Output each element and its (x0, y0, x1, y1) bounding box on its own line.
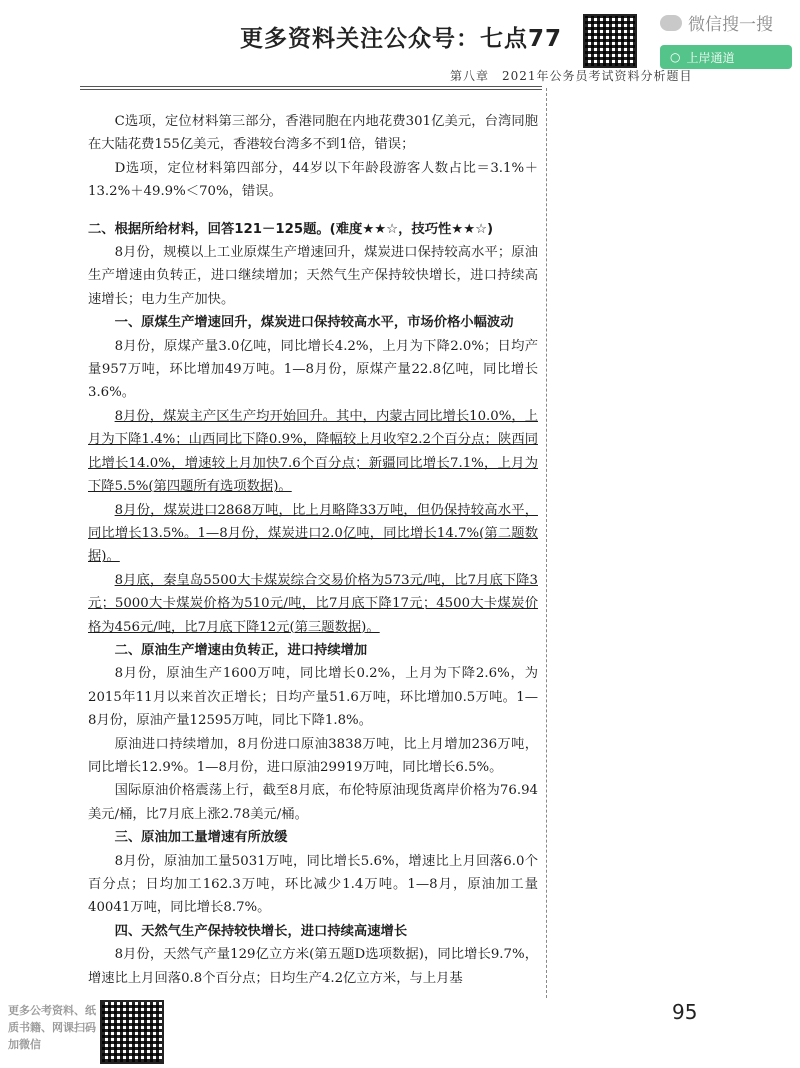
margin-dashed-line (546, 88, 547, 998)
paragraph: 8月份，天然气产量129亿立方米(第五题D选项数据)，同比增长9.7%，增速比上月回落0.8个百分点；日均生产4.2亿立方米，与上月基 (88, 947, 538, 986)
paragraph: 原油进口持续增加，8月份进口原油3838万吨，比上月增加236万吨，同比增长12.9%。1—8月份，进口原油29919万吨，同比增长6.5%。 (88, 736, 538, 775)
running-header: 第八章 2021年公务员考试资料分析题目 (450, 69, 693, 83)
subsection-heading: 一、原煤生产增速回升，煤炭进口保持较高水平，市场价格小幅波动 (114, 315, 514, 331)
subsection-heading: 二、原油生产增速由负转正，进口持续增加 (114, 642, 368, 658)
paragraph-underlined: 8月底，秦皇岛5500大卡煤炭综合交易价格为573元/吨，比7月底下降3元；5000大卡煤炭价格为510元/吨，比7月底下降17元；4500大卡煤炭价格为456元/吨，比7月底下降12元(第三题数据)。 (88, 572, 538, 635)
wechat-search-widget (660, 10, 792, 69)
subsection-heading: 三、原油加工量增速有所放缓 (114, 830, 288, 846)
promo-banner: 更多资料关注公众号：七点77 (240, 26, 563, 52)
section-heading: 二、根据所给材料，回答121－125题。(难度★★☆，技巧性★★☆) (88, 221, 494, 237)
paragraph-underlined: 8月份，煤炭进口2868万吨，比上月略降33万吨，但仍保持较高水平，同比增长13.5%。1—8月份，煤炭进口2.0亿吨，同比增长14.7%(第二题数据)。 (88, 502, 538, 565)
wechat-search-label: 微信搜一搜 (688, 15, 773, 35)
search-icon: ○ (670, 50, 681, 64)
bottom-promo-note: 更多公考资料、纸质书籍、网课扫码加微信 (8, 1004, 96, 1051)
wechat-logo-icon (660, 15, 682, 31)
header-rule-thin (80, 89, 542, 90)
shangan-channel-button[interactable] (660, 45, 792, 69)
qr-code-icon (100, 1000, 164, 1064)
paragraph: 8月份，原油加工量5031万吨，同比增长5.6%，增速比上月回落6.0个百分点；日均加工162.3万吨，环比减少1.4万吨。1—8月，原油加工量40041万吨，同比增长8.7%。 (88, 853, 538, 916)
paragraph: 8月份，原油生产1600万吨，同比增长0.2%，上月为下降2.6%，为2015年11月以来首次正增长；日均产量51.6万吨，环比增加0.5万吨。1—8月份，原油产量12595万吨，同比下降1.8%。 (88, 666, 538, 729)
wechat-search-title (660, 10, 792, 35)
paragraph: 8月份，原煤产量3.0亿吨，同比增长4.2%，上月为下降2.0%；日均产量957万吨，环比增加49万吨。1—8月份，原煤产量22.8亿吨，同比增长3.6%。 (88, 338, 538, 401)
shangan-channel-label: 上岸通道 (686, 50, 735, 65)
header-rule (80, 86, 542, 87)
paragraph: 8月份，规模以上工业原煤生产增速回升，煤炭进口保持较高水平；原油生产增速由负转正，进口继续增加；天然气生产保持较快增长，进口持续高速增长；电力生产加快。 (88, 245, 538, 307)
paragraph: D选项，定位材料第四部分，44岁以下年龄段游客人数占比＝3.1%＋13.2%＋49.9%＜70%，错误。 (88, 160, 538, 200)
paragraph: 国际原油价格震荡上行，截至8月底，布伦特原油现货离岸价格为76.94美元/桶，比7月底上涨2.78美元/桶。 (88, 783, 538, 822)
page-body (88, 110, 538, 990)
paragraph: C选项，定位材料第三部分，香港同胞在内地花费301亿美元，台湾同胞在大陆花费155亿美元，香港较台湾多不到1倍，错误； (88, 114, 538, 153)
qr-code-icon (583, 14, 637, 68)
page-number: 95 (672, 1000, 698, 1024)
paragraph-underlined: 8月份，煤炭主产区生产均开始回升。其中，内蒙古同比增长10.0%，上月为下降1.4%；山西同比下降0.9%，降幅较上月收窄2.2个百分点；陕西同比增长14.0%，增速较上月加快7.6个百分点；新疆同比增长7.1%，上月为下降5.5%(第四题所有选项数据)。 (88, 408, 538, 495)
subsection-heading: 四、天然气生产保持较快增长，进口持续高速增长 (114, 923, 408, 939)
